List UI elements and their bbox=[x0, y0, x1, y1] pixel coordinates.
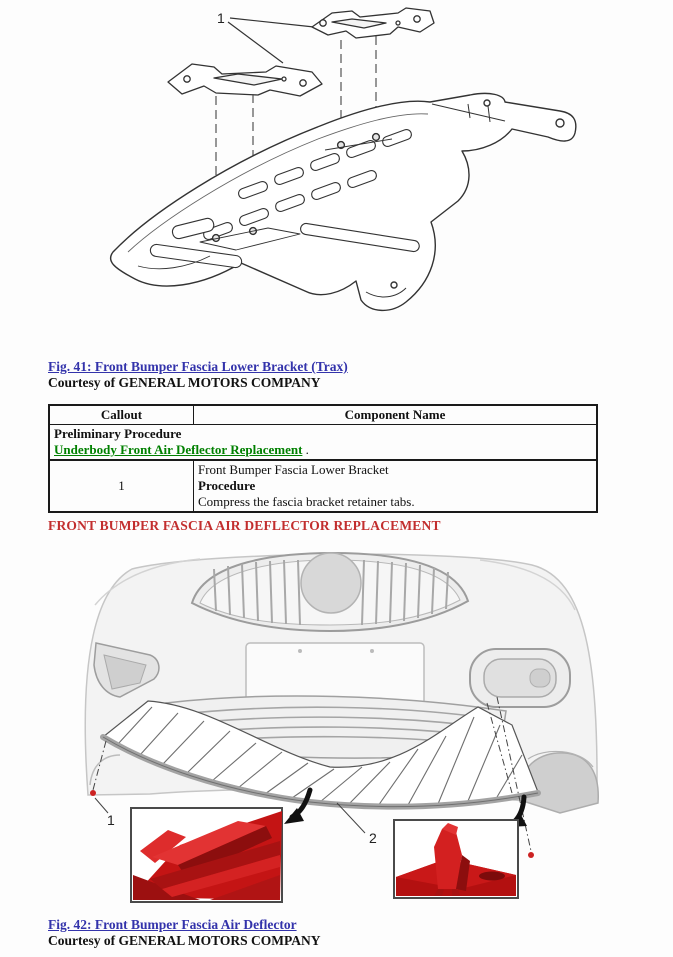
red-marker-right bbox=[528, 852, 534, 858]
fig42-callout-2-label: 2 bbox=[369, 830, 377, 846]
right-foglamp bbox=[470, 649, 570, 707]
section-heading: FRONT BUMPER FASCIA AIR DEFLECTOR REPLACEMENT bbox=[48, 518, 441, 533]
fig42-courtesy-text: Courtesy of GENERAL MOTORS COMPANY bbox=[48, 932, 321, 948]
preliminary-suffix: . bbox=[302, 442, 309, 457]
callout-table bbox=[48, 404, 598, 513]
preliminary-procedure-link[interactable]: Underbody Front Air Deflector Replacement bbox=[54, 442, 303, 457]
fig41-underbody-shield bbox=[111, 93, 576, 310]
table-header-row bbox=[49, 405, 597, 425]
figure-42-illustration bbox=[0, 545, 673, 915]
brand-emblem bbox=[301, 553, 361, 613]
figure-41-drawing bbox=[0, 0, 673, 352]
fig41-bracket-right bbox=[312, 8, 434, 38]
figure-42-caption bbox=[48, 917, 321, 948]
table-row bbox=[49, 460, 597, 512]
col-header-callout: Callout bbox=[49, 405, 194, 425]
fig41-leader-lines bbox=[228, 18, 314, 63]
inset-deflector-edge bbox=[131, 808, 282, 902]
row1-callout: 1 bbox=[49, 460, 194, 512]
row1-component: Front Bumper Fascia Lower Bracket bbox=[198, 462, 389, 477]
fig41-caption-link[interactable]: Fig. 41: Front Bumper Fascia Lower Bracket (Trax) bbox=[48, 359, 348, 374]
row1-procedure-text: Compress the fascia bracket retainer tabs. bbox=[198, 494, 415, 509]
fig41-courtesy-text: Courtesy of GENERAL MOTORS COMPANY bbox=[48, 374, 321, 390]
fig42-callout-1-label: 1 bbox=[107, 812, 115, 828]
fig42-caption-link[interactable]: Fig. 42: Front Bumper Fascia Air Deflector bbox=[48, 917, 297, 932]
preliminary-title: Preliminary Procedure bbox=[54, 426, 182, 441]
col-header-component: Component Name bbox=[194, 405, 598, 425]
preliminary-row bbox=[49, 425, 597, 461]
fig41-bracket-left bbox=[168, 64, 322, 96]
figure-41-caption bbox=[48, 359, 348, 390]
inset-retainer-tab bbox=[394, 820, 518, 898]
fig41-callout-1-label: 1 bbox=[217, 10, 225, 26]
red-marker-left bbox=[90, 790, 96, 796]
row1-procedure-label: Procedure bbox=[198, 478, 256, 493]
